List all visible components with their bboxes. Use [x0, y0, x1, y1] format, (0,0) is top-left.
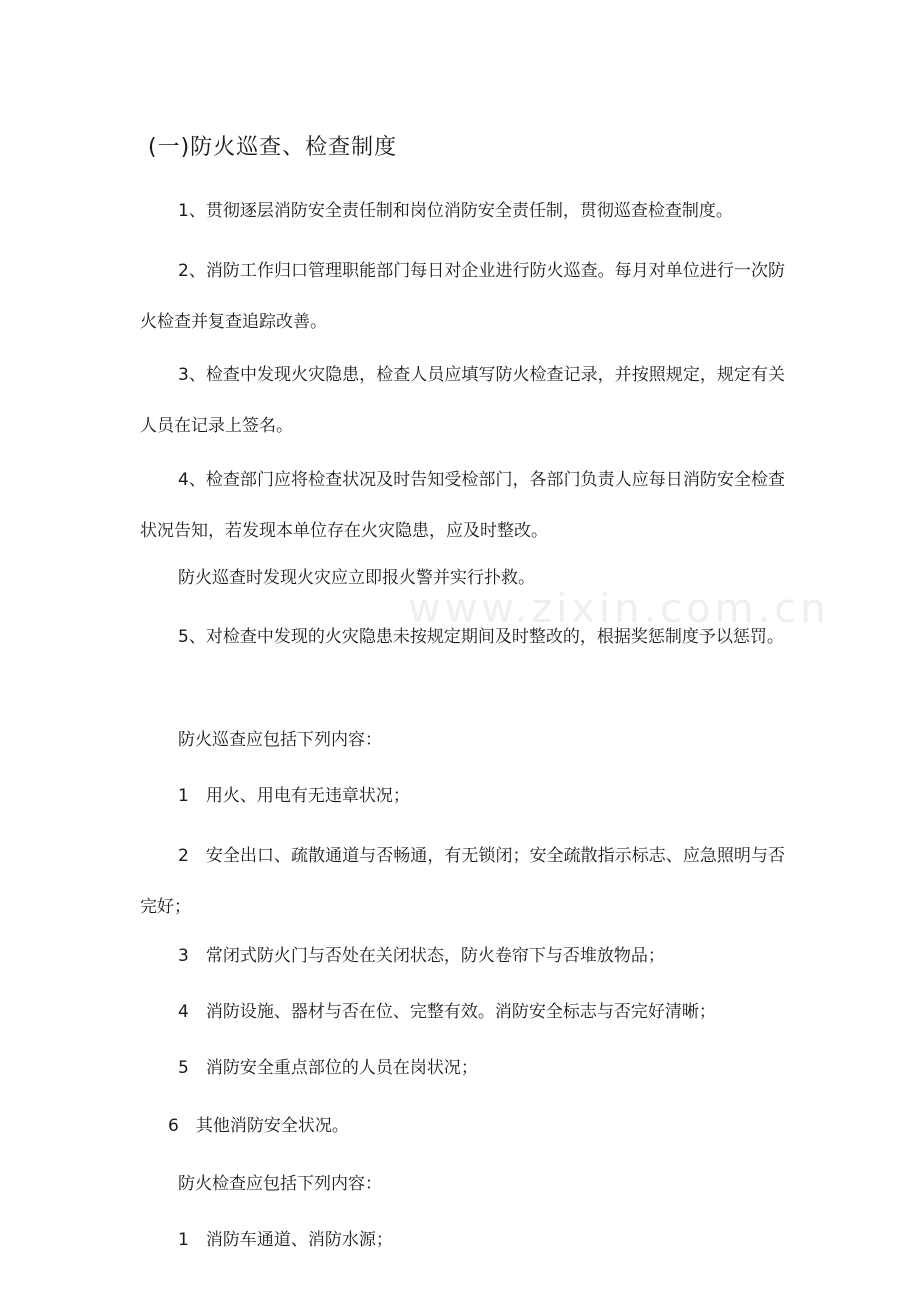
- paragraph-inspection-heading: 防火检查应包括下列内容：: [178, 1174, 382, 1194]
- paragraph-rule-5: 5、对检查中发现的火灾隐患未按规定期间及时整改的，根据奖惩制度予以惩罚。: [178, 627, 784, 647]
- watermark: www.zixin.com.cn: [408, 586, 830, 632]
- section-title: (一)防火巡查、检查制度: [148, 135, 398, 160]
- list-item-patrol-5: 5 消防安全重点部位的人员在岗状况；: [178, 1058, 478, 1078]
- list-item-inspection-1: 1 消防车通道、消防水源；: [178, 1230, 393, 1250]
- paragraph-rule-3: 3、检查中发现火灾隐患，检查人员应填写防火检查记录，并按照规定，规定有关人员在记录上签名。: [140, 365, 785, 436]
- list-item-patrol-3: 3 常闭式防火门与否处在关闭状态，防火卷帘下与否堆放物品；: [178, 946, 665, 966]
- paragraph-rule-1: 1、贯彻逐层消防安全责任制和岗位消防安全责任制，贯彻巡查检查制度。: [178, 201, 733, 221]
- list-item-patrol-4: 4 消防设施、器材与否在位、完整有效。消防安全标志与否完好清晰；: [178, 1002, 716, 1022]
- list-item-patrol-1: 1 用火、用电有无违章状况；: [178, 786, 410, 806]
- paragraph-rule-4: 4、检查部门应将检查状况及时告知受检部门，各部门负责人应每日消防安全检查状况告知，若发现本单位存在火灾隐患，应及时整改。: [140, 470, 785, 541]
- paragraph-patrol-heading: 防火巡查应包括下列内容：: [178, 730, 382, 750]
- list-item-patrol-2: 2 安全出口、疏散通道与否畅通，有无锁闭；安全疏散指示标志、应急照明与否完好；: [140, 846, 785, 917]
- paragraph-fire-report: 防火巡查时发现火灾应立即报火警并实行扑救。: [178, 568, 535, 588]
- list-item-patrol-6: 6 其他消防安全状况。: [168, 1116, 349, 1136]
- paragraph-rule-2: 2、消防工作归口管理职能部门每日对企业进行防火巡查。每月对单位进行一次防火检查并复查追踪改善。: [140, 261, 785, 332]
